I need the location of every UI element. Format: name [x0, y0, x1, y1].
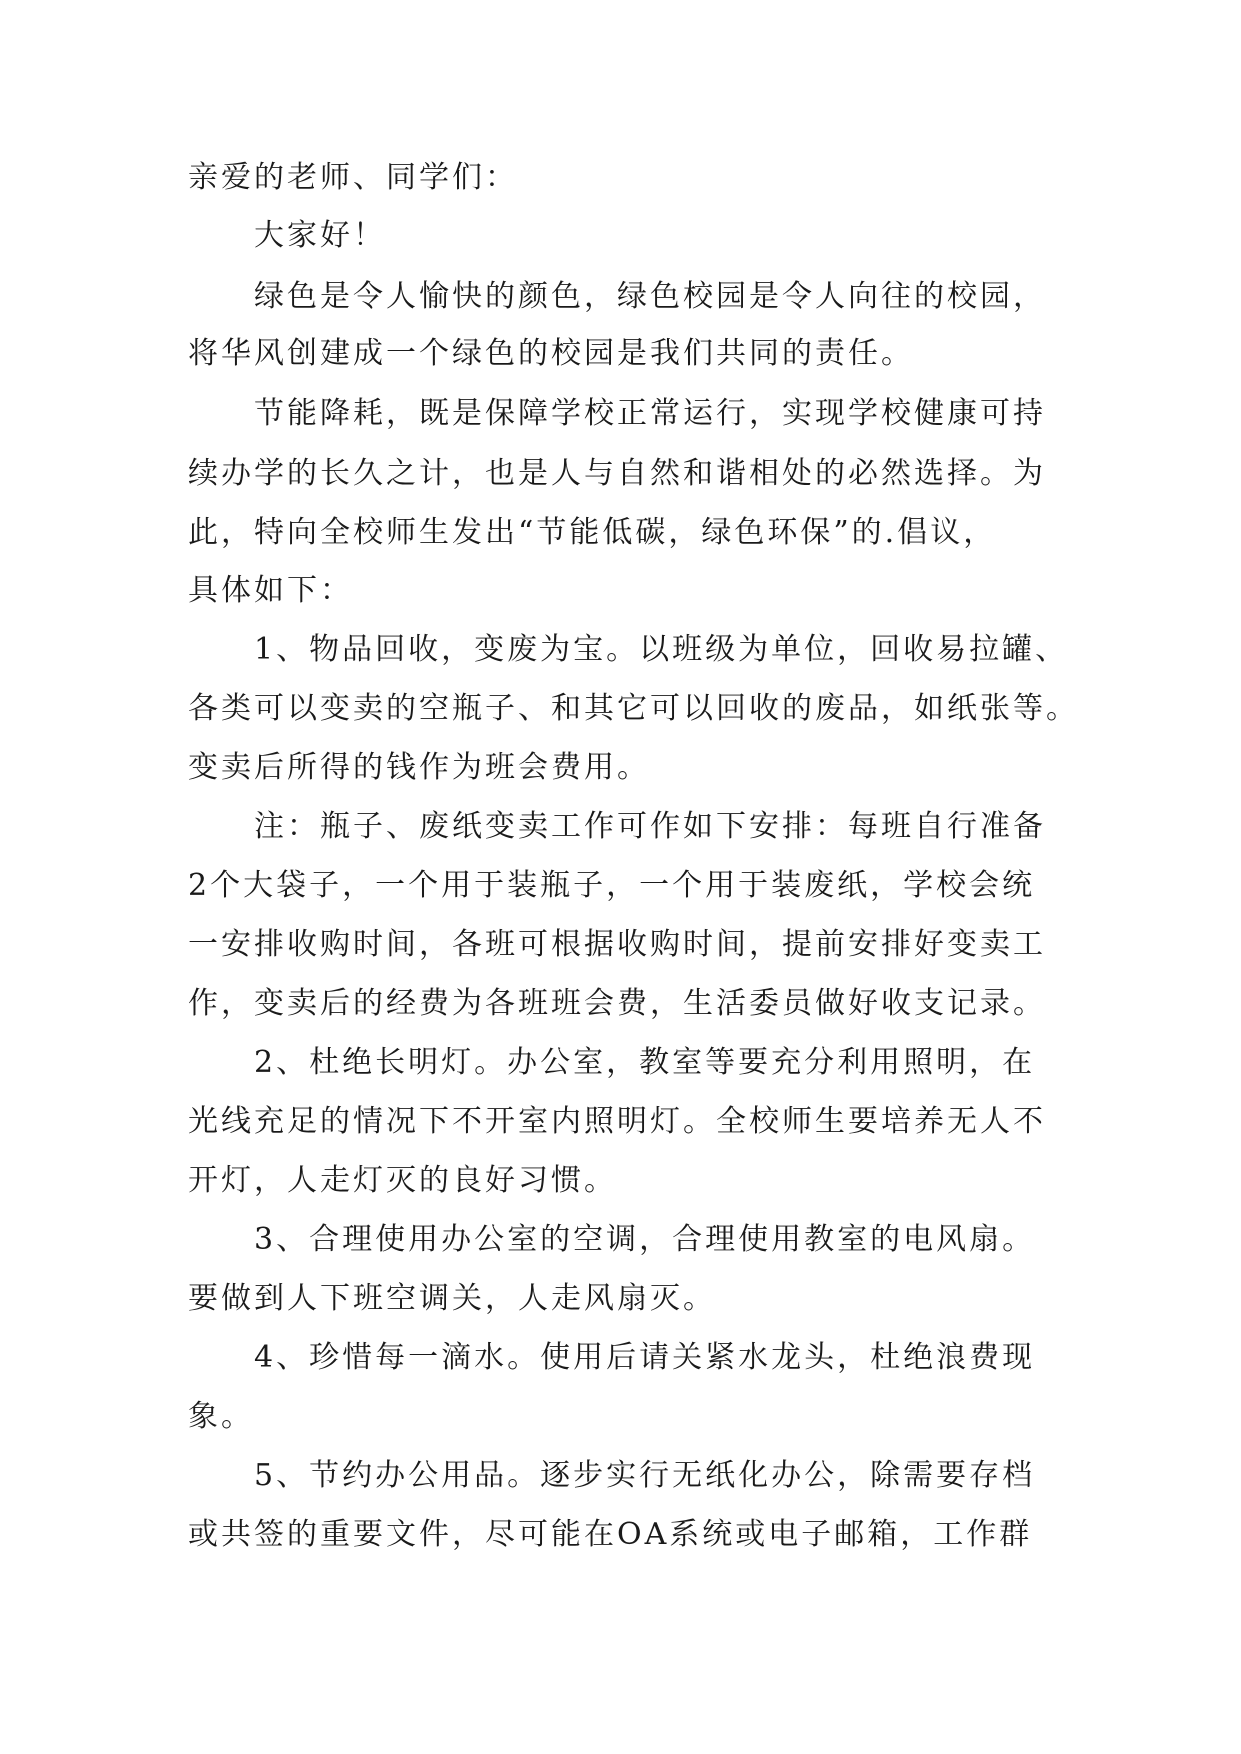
note-line-4: 作，变卖后的经费为各班班会费，生活委员做好收支记录。 — [188, 986, 1046, 1021]
item-3-line-2: 要做到人下班空调关，人走风扇灭。 — [188, 1281, 716, 1316]
note-line-1: 注：瓶子、废纸变卖工作可作如下安排：每班自行准备 — [254, 809, 1046, 844]
item-3-line-1: 3、合理使用办公室的空调，合理使用教室的电风扇。 — [254, 1222, 1036, 1257]
paragraph-2-line-4: 具体如下： — [188, 573, 353, 608]
item-2-line-2: 光线充足的情况下不开室内照明灯。全校师生要培养无人不 — [188, 1104, 1046, 1139]
item-1-line-1: 1、物品回收，变废为宝。以班级为单位，回收易拉罐、 — [254, 632, 1069, 667]
item-5-line-1: 5、节约办公用品。逐步实行无纸化办公，除需要存档 — [254, 1458, 1036, 1493]
paragraph-2-line-1: 节能降耗，既是保障学校正常运行，实现学校健康可持 — [254, 396, 1046, 431]
paragraph-2-line-3: 此，特向全校师生发出“节能低碳，绿色环保”的.倡议， — [188, 515, 997, 550]
item-4-line-1: 4、珍惜每一滴水。使用后请关紧水龙头，杜绝浪费现 — [254, 1340, 1036, 1375]
paragraph-2-line-2: 续办学的长久之计，也是人与自然和谐相处的必然选择。为 — [188, 456, 1046, 491]
item-4-line-2: 象。 — [188, 1399, 254, 1434]
item-5-line-2: 或共签的重要文件，尽可能在OA系统或电子邮箱，工作群 — [188, 1517, 1033, 1552]
item-2-line-1: 2、杜绝长明灯。办公室，教室等要充分利用照明，在 — [254, 1045, 1036, 1080]
note-line-3: 一安排收购时间，各班可根据收购时间，提前安排好变卖工 — [188, 927, 1046, 962]
item-2-line-3: 开灯，人走灯灭的良好习惯。 — [188, 1163, 617, 1198]
salutation-line: 亲爱的老师、同学们： — [188, 160, 518, 195]
greeting-line: 大家好！ — [254, 218, 386, 253]
item-1-line-2: 各类可以变卖的空瓶子、和其它可以回收的废品，如纸张等。 — [188, 691, 1079, 726]
item-1-line-3: 变卖后所得的钱作为班会费用。 — [188, 750, 650, 785]
note-line-2: 2个大袋子，一个用于装瓶子，一个用于装废纸，学校会统 — [188, 868, 1036, 903]
paragraph-1-line-2: 将华风创建成一个绿色的校园是我们共同的责任。 — [188, 336, 914, 371]
paragraph-1-line-1: 绿色是令人愉快的颜色，绿色校园是令人向往的校园， — [254, 279, 1046, 314]
